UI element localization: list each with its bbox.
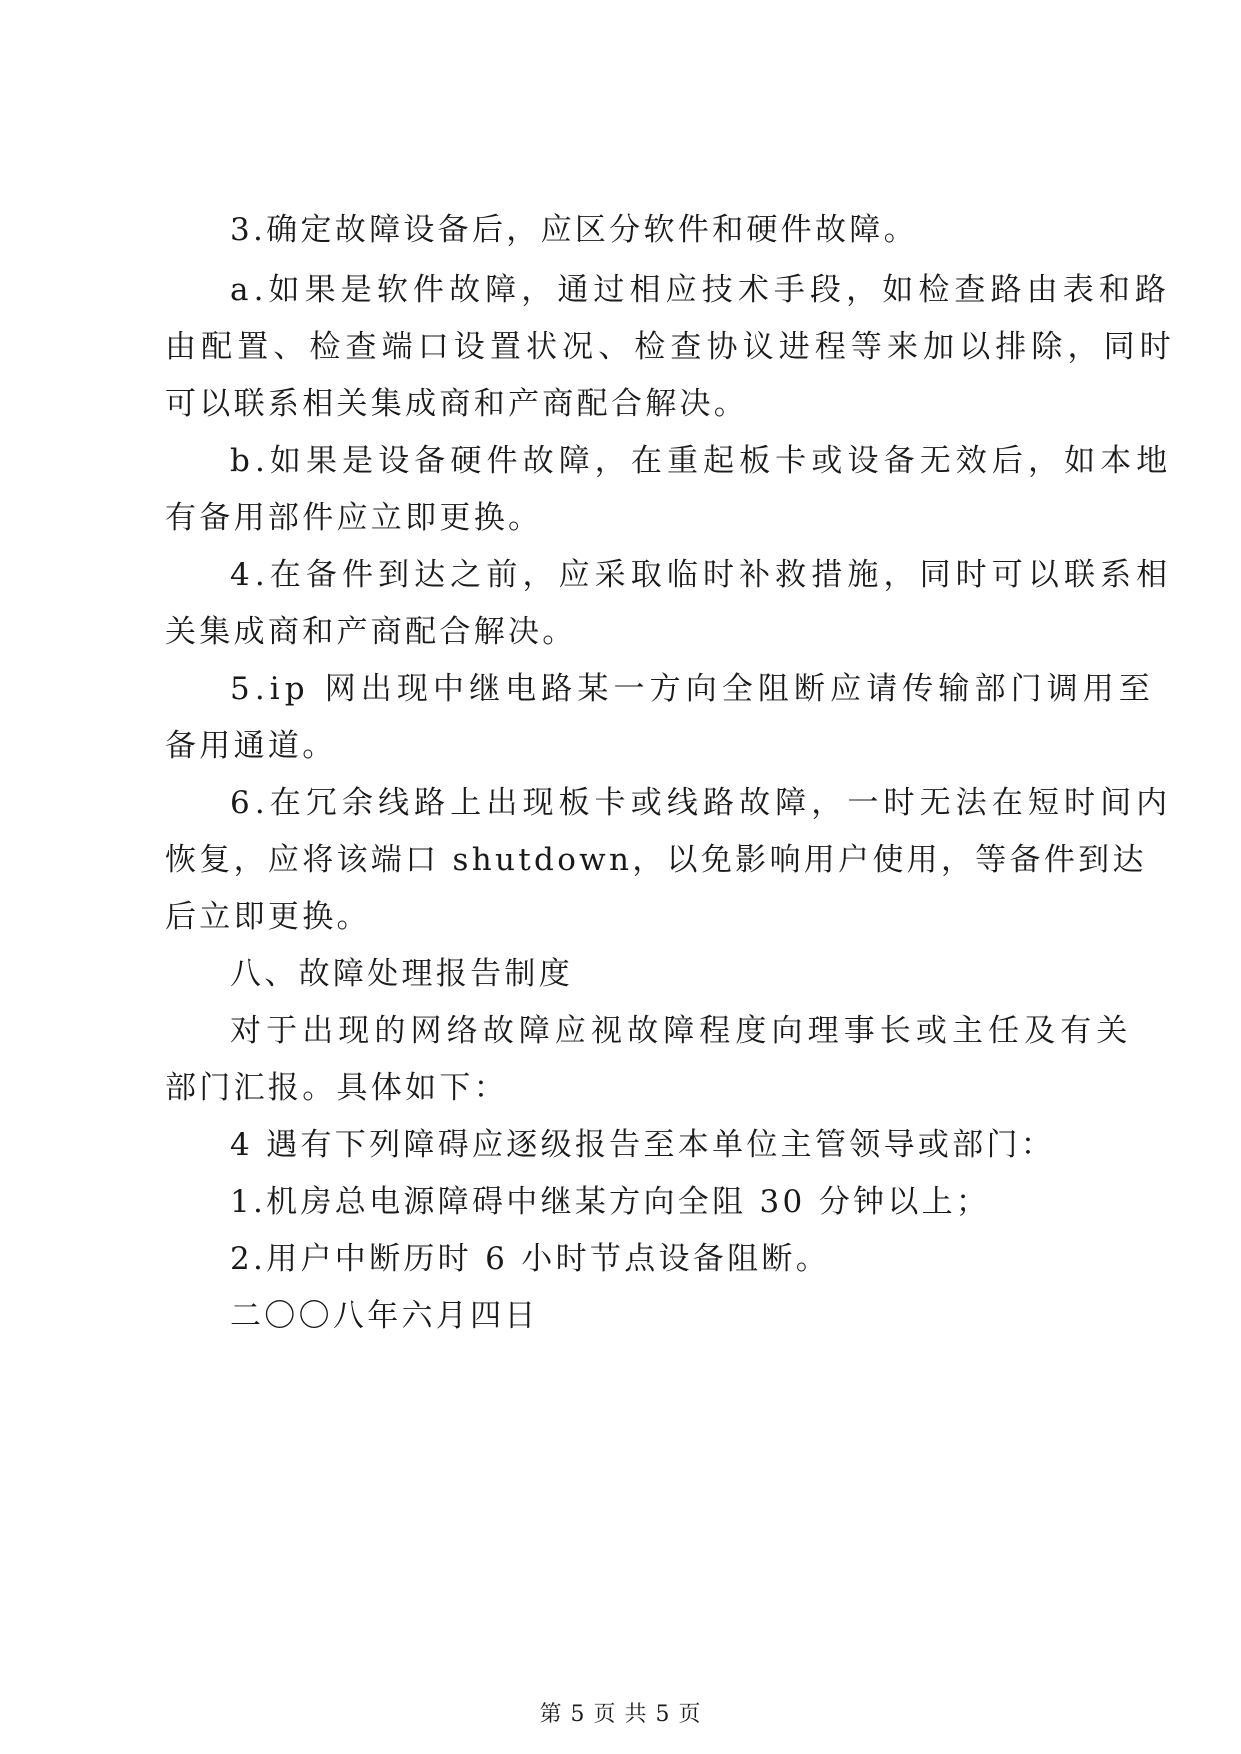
paragraph-line: 关集成商和产商配合解决。 xyxy=(165,614,577,650)
paragraph-line: 1.机房总电源障碍中继某方向全阻 30 分钟以上； xyxy=(230,1184,991,1220)
paragraph-line: b.如果是设备硬件故障，在重起板卡或设备无效后，如本地 xyxy=(230,443,1173,479)
paragraph-line: 由配置、检查端口设置状况、检查协议进程等来加以排除，同时 xyxy=(165,329,1176,365)
paragraph-line: 恢复，应将该端口 shutdown，以免影响用户使用，等备件到达 xyxy=(165,842,1147,878)
paragraph-line: 2.用户中断历时 6 小时节点设备阻断。 xyxy=(230,1241,831,1277)
paragraph-line: 对于出现的网络故障应视故障程度向理事长或主任及有关 xyxy=(230,1013,1133,1049)
page-number-footer: 第 5 页 共 5 页 xyxy=(539,1702,702,1727)
paragraph-line: 可以联系相关集成商和产商配合解决。 xyxy=(165,386,749,422)
paragraph-line: 后立即更换。 xyxy=(165,899,371,935)
paragraph-line: 4 遇有下列障碍应逐级报告至本单位主管领导或部门： xyxy=(230,1127,1056,1163)
paragraph-line: 5.ip 网出现中继电路某一方向全阻断应请传输部门调用至 xyxy=(230,671,1155,707)
date-line: 二〇〇八年六月四日 xyxy=(230,1298,539,1334)
paragraph-line: 4.在备件到达之前，应采取临时补救措施，同时可以联系相 xyxy=(230,557,1173,593)
paragraph-line: 有备用部件应立即更换。 xyxy=(165,500,543,536)
section-heading: 八、故障处理报告制度 xyxy=(230,956,573,992)
paragraph-line: 部门汇报。具体如下： xyxy=(165,1070,508,1106)
paragraph-line: 备用通道。 xyxy=(165,728,337,764)
paragraph-line: 3.确定故障设备后，应区分软件和硬件故障。 xyxy=(230,212,918,248)
paragraph-line: 6.在冗余线路上出现板卡或线路故障，一时无法在短时间内 xyxy=(230,785,1173,821)
paragraph-line: a.如果是软件故障，通过相应技术手段，如检查路由表和路 xyxy=(230,272,1172,308)
